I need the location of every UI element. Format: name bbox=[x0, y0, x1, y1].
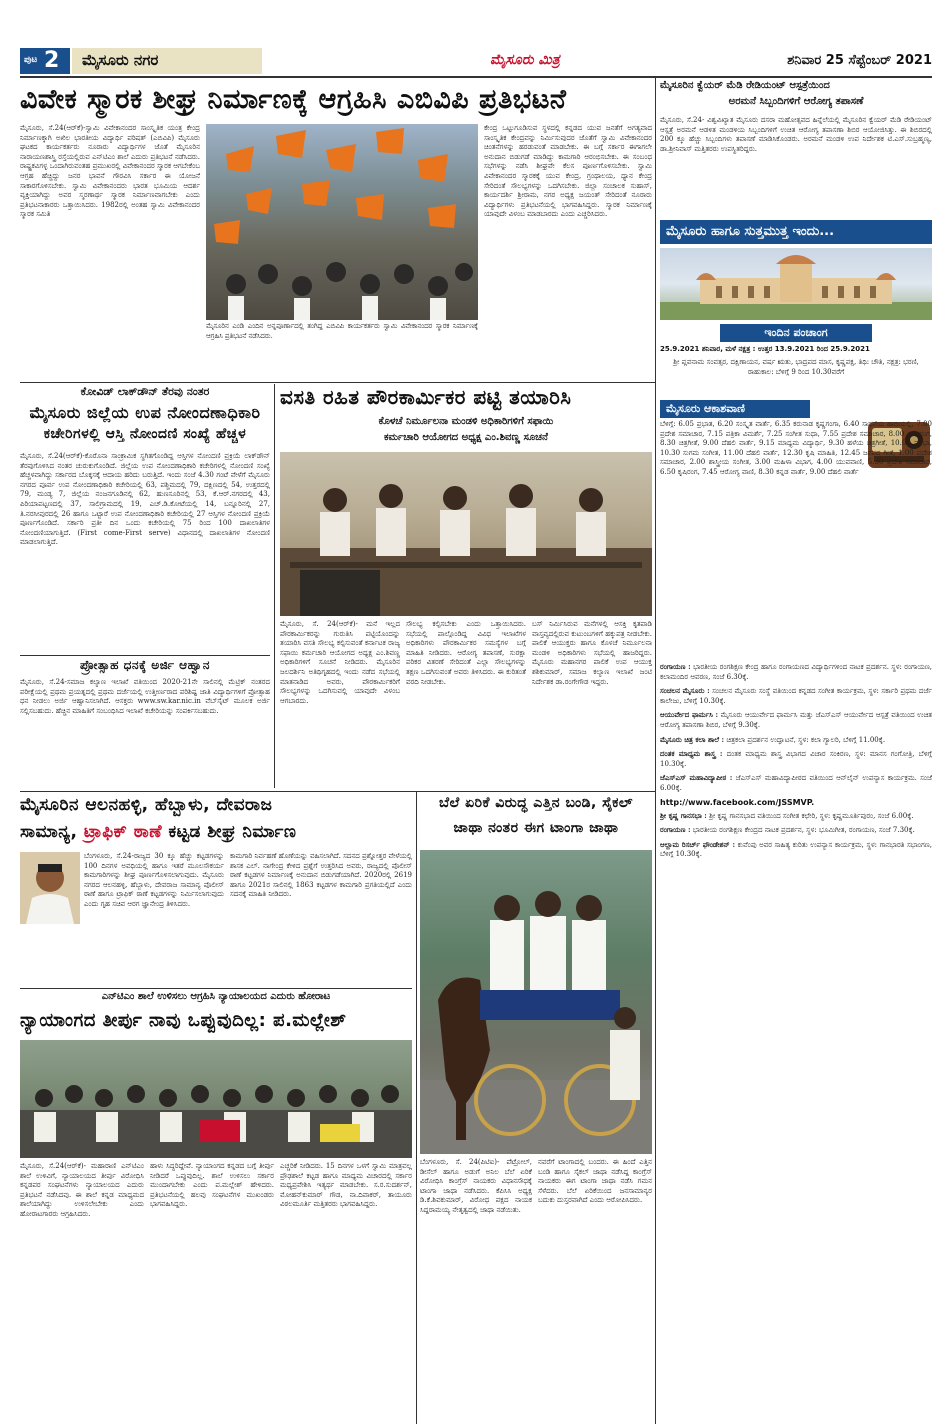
event-title-line1: ಮೈಸೂರಿನ ಕ್ವೆಯರ್ ಮೆಡಿ ರೇಡಿಯಂಟ್ ಆಸ್ಪತ್ರೆಯಿಂದ bbox=[660, 80, 830, 91]
article4-col2: ಸೌಲಭ್ಯ ಕಲ್ಪಿಸಬೇಕು ಎಂದು ಒತ್ತಾಯಿಸಿದರು. ಸಭೆಯಲ್ಲಿ ಪಾಲ್ಗೊಂಡಿದ್ದ ವಿವಿಧ ಇಲಾಖೆಗಳ ಅಧಿಕಾರಿಗಳು ಪೌರಕಾರ್ಮಿಕರ ಸಮಸ್ಯೆಗಳ ಬಗ್ಗೆ ಮಾಹಿತಿ ನೀಡಿದರು. ಆರೋಗ್ಯ ತಪಾಸಣೆ, ಸುರಕ್ಷಾ ಪರಿಕರ ವಿತರಣೆ ಸೇರಿದಂತೆ ಎಲ್ಲಾ ಸೌಲಭ್ಯಗಳನ್ನು ತಕ್ಷಣ ಒದಗಿಸುವಂತೆ ಅವರು ತಿಳಿಸಿದರು. ಈ ಕುರಿತಂತೆ ವರದಿ ನೀಡಬೇಕು. bbox=[406, 620, 526, 686]
listing-tag: ಶ್ರೀ ಕೃಷ್ಣ ಗಾನಸಭಾ : bbox=[660, 810, 707, 820]
column-rule bbox=[655, 78, 656, 1424]
listing-tag: ಆಲ್ಲಾಮ ರಿಸರ್ಚ್ ಫೌಂಡೇಶನ್ : bbox=[660, 839, 736, 849]
listing-tag: ಸಂಚಲನ ಮೈಸೂರು : bbox=[660, 686, 710, 696]
listing-item bbox=[660, 825, 932, 836]
listing-tag: ರಂಗಾಯಣ : bbox=[660, 825, 691, 835]
listing-tag: ಜೆಎಸ್‌ಎಸ್ ಮಹಾವಿದ್ಯಾಪೀಠ : bbox=[660, 773, 733, 783]
panchanga-title: ಇಂದಿನ ಪಂಚಾಂಗ bbox=[720, 324, 872, 342]
article6-col2: ಹಾಳು ಸಿದ್ಧರಿದ್ದೇವೆ. ನ್ಯಾಯಾಂಗದ ಕನ್ನಡದ ಬಗ್ಗೆ ತೀರ್ಪು ನೀಡಿದರೆ ಒಪ್ಪುವುದಿಲ್ಲ. ಶಾಲೆ ಉಳಿಸಲು ಸರ್ಕಾರ ಮುಂದಾಗಬೇಕು ಎಂದು ಪ.ಮಲ್ಲೇಶ್ ಹೇಳಿದರು. ಪ್ರತಿಭಟನೆಯಲ್ಲಿ ಹಲವು ಸಂಘಟನೆಗಳ ಮುಖಂಡರು ಭಾಗವಹಿಸಿದ್ದರು. bbox=[150, 1162, 274, 1209]
tonga-rally-illustration bbox=[420, 850, 652, 1154]
listing-tag: ಮೈಸೂರು ಚಿತ್ರ ಕಲಾ ಶಾಲೆ : bbox=[660, 734, 725, 744]
article-divider bbox=[274, 384, 275, 788]
today-banner: ಮೈಸೂರು ಹಾಗೂ ಸುತ್ತಮುತ್ತ ಇಂದು... bbox=[660, 220, 932, 244]
listing-item bbox=[660, 735, 932, 746]
article2-headline-line2: ಕಚೇರಿಗಳಲ್ಲಿ ಆಸ್ತಿ ನೋಂದಣಿ ಸಂಖ್ಯೆ ಹೆಚ್ಚಳ bbox=[43, 426, 247, 442]
article2-body: ಮೈಸೂರು, ಸೆ.24(ಆರ್‌ಕೆ)-ಕೊರೊನಾ ಸಾಂಕ್ರಾಮಿಕ ಸ್ಥಗಿತಗೊಂಡಿದ್ದ ಆಸ್ತಿಗಳ ನೋಂದಣಿ ಪ್ರಕ್ರಿಯೆ ಲಾಕ್‌ಡೌನ್ ತೆರವುಗೊಳಿಸಿದ ನಂತರ ಚುರುಕುಗೊಂಡಿದೆ. ಜಿಲ್ಲೆಯ ಉಪ ನೋಂದಣಾಧಿಕಾರಿ ಕಚೇರಿಗಳಲ್ಲಿ ನೋಂದಣಿ ಸಂಖ್ಯೆ ಹೆಚ್ಚಳವಾಗಿದ್ದು ಸರ್ಕಾರದ ಬೊಕ್ಕಸಕ್ಕೆ ಆದಾಯ ಹರಿದು ಬರುತ್ತಿದೆ. ಇಂದು ಸಂಜೆ 4.30 ಗಂಟೆ ವೇಳೆಗೆ ಮೈಸೂರು ನಗರದ ಪೂರ್ವ ಉಪ ನೋಂದಣಾಧಿಕಾರಿ ಕಚೇರಿಯಲ್ಲಿ 63, ಪಶ್ಚಿಮದಲ್ಲಿ 79, ದಕ್ಷಿಣದಲ್ಲಿ 54, ಉತ್ತರದಲ್ಲಿ 79, ಮಂಡ್ಯ 7, ಜಿಲ್ಲೆಯ ನಂಜನಗೂಡಿನಲ್ಲಿ 62, ಹುಣಸೂರಿನಲ್ಲಿ 53, ಕೆ.ಆರ್.ನಗರದಲ್ಲಿ 43, ಪಿರಿಯಾಪಟ್ಟಣದಲ್ಲಿ 37, ಸಾಲಿಗ್ರಾಮದಲ್ಲಿ 19, ಎಚ್.ಡಿ.ಕೋಟೆಯಲ್ಲಿ 14, ಬನ್ನೂರಿನಲ್ಲಿ 27, ತಿ.ನರಸೀಪುರದಲ್ಲಿ 26 ಹಾಗೂ ಒಟ್ಟಾರೆ ಉಪ ನೋಂದಣಾಧಿಕಾರಿ ಕಚೇರಿಯಲ್ಲಿ 27 ಆಸ್ತಿಗಳ ನೋಂದಣಿ ಪ್ರಕ್ರಿಯೆ ಪೂರ್ಣಗೊಂಡಿದೆ. ಸರ್ಕಾರಿ ಪ್ರತೀ ದಿನ ಒಂದು ಕಚೇರಿಯಲ್ಲಿ 75 ರಿಂದ 100 ದಾಖಲಾತಿಗಳ ನೋಂದಣಿಯಾಗುತ್ತಿದೆ. (First come-First serve) ವಿಧಾನದಲ್ಲಿ ದಾಖಲಾತಿಗಳ ನೋಂದಣಿ ಮಾಡಲಾಗುತ್ತಿದೆ. bbox=[20, 452, 270, 547]
article5-portrait bbox=[20, 852, 80, 924]
panchanga-line: 25.9.2021 ಶನಿವಾರ, ಮಳೆ ನಕ್ಷತ್ರ : ಉತ್ತರ 13.9.2021 ರಿಂದ 25.9.2021 bbox=[660, 345, 870, 353]
article7-photo bbox=[420, 850, 652, 1154]
page-number: 2 bbox=[44, 48, 60, 73]
article6-rule bbox=[20, 988, 412, 989]
paper-logo: ಮೈಸೂರು ಮಿತ್ರ bbox=[490, 52, 560, 68]
lower-section-rule bbox=[20, 791, 655, 792]
listing-text: ಚಿತ್ರಕಲಾ ಪ್ರದರ್ಶನ ಉದ್ಘಾಟನೆ, ಸ್ಥಳ: ಕಲಾ ಗ್ಯಾಲರಿ, ಬೆಳಿಗ್ಗೆ 11.00ಕ್ಕೆ. bbox=[726, 735, 886, 744]
article5-col1: ಬೆಂಗಳೂರು, ಸೆ.24-ರಾಜ್ಯದ 30 ಕ್ಕೂ ಹೆಚ್ಚು ಕಟ್ಟಡಗಳನ್ನು 100 ದಿನಗಳ ಅವಧಿಯಲ್ಲಿ ಹಾಗೂ ಇತರೆ ಮೂಲಸೌಕರ್ಯ ಕಾಮಗಾರಿಗಳನ್ನು ಶೀಘ್ರ ಪೂರ್ಣಗೊಳಿಸಲಾಗುವುದು. ಮೈಸೂರು ನಗರದ ಆಲನಹಳ್ಳಿ, ಹೆಬ್ಬಾಳು, ದೇವರಾಜ ಸಾಮಾನ್ಯ ಪೊಲೀಸ್ ಠಾಣೆ ಹಾಗೂ ಟ್ರಾಫಿಕ್ ಠಾಣೆ ಕಟ್ಟಡಗಳನ್ನು ನಿರ್ಮಿಸಲಾಗುವುದು ಎಂದು ಗೃಹ ಸಚಿವ ಆರಗ ಜ್ಞಾನೇಂದ್ರ ತಿಳಿಸಿದರು. bbox=[84, 852, 224, 908]
article5-headline-part3: ಕಟ್ಟಡ ಶೀಘ್ರ ನಿರ್ಮಾಣ bbox=[168, 822, 297, 842]
minister-portrait-illustration bbox=[20, 852, 80, 924]
listing-text: ಭಾರತೀಯ ರಂಗಶಿಕ್ಷಣ ಕೇಂದ್ರದ ನಾಟಕ ಪ್ರದರ್ಶನ, ಸ್ಥಳ: ಭೂಮಿಗೀತ, ರಂಗಾಯಣ, ಸಂಜೆ 7.30ಕ್ಕೆ. bbox=[692, 826, 915, 835]
listing-tag: ರಂಗಾಯಣ : bbox=[660, 662, 691, 671]
radio-body: ಬೆಳಿಗ್ಗೆ: 6.05 ಪ್ರಭಾತ, 6.20 ಸಂಸ್ಕೃತ ವಾರ್ತೆ, 6.35 ಕರುನಾಡ ಕೃಷ್ಣಗಂಗಾ, 6.40 ಸಾಧನೆಯ ಹಾದಿಯಲ್ಲಿ, 7.00 ಪ್ರದೇಶ ಸಮಾಚಾರ, 7.15 ಪತ್ರಿಕಾ ವಿಮರ್ಶೆ, 7.25 ಸಂಗೀತ ಸುಧಾ, 7.55 ಪ್ರದೇಶ ಸಮಾಚಾರ, 8.00 ಕೃಷಿ ರಂಗ, 8.30 ಚಿತ್ರಗೀತೆ, 9.00 ದೆಹಲಿ ವಾರ್ತೆ, 9.15 ಮಾಧ್ಯಮ ವಿದ್ಯಾರ್ಥಿ, 9.30 ಹಳೆಯ ಚಿತ್ರಗೀತೆ, 10.00 ಪ್ರತಿಭಾ, 10.30 ಸುಗಮ ಸಂಗೀತ, 11.00 ದೆಹಲಿ ವಾರ್ತೆ, 12.30 ಕೃಷಿ ಮಾಹಿತಿ, 12.45 ಜನಪದ ಗೀತೆ, 1.00 ಪ್ರದೇಶ ಸಮಾಚಾರ, 2.00 ಶಾಸ್ತ್ರೀಯ ಸಂಗೀತ, 3.00 ಮಹಿಳಾ ವಿಭಾಗ, 4.00 ಯುವವಾಣಿ, 5.30 ಪ್ರದೇಶ ಸಮಾಚಾರ, 6.50 ಕೃಷಿರಂಗ, 7.45 ಆರೋಗ್ಯ ವಾಣಿ, 8.30 ಕನ್ನಡ ವಾರ್ತೆ, 9.00 ದೆಹಲಿ ವಾರ್ತೆ bbox=[660, 420, 932, 476]
radio-title: ಮೈಸೂರು ಆಕಾಶವಾಣಿ bbox=[660, 400, 810, 418]
listing-text: ಜೆಎಸ್‌ಎಸ್ ಮಹಾವಿದ್ಯಾಪೀಠದ ವತಿಯಿಂದ ಆನ್‌ಲೈನ್ ಉಪನ್ಯಾಸ ಕಾರ್ಯಕ್ರಮ. ಸಂಜೆ 6.00ಕ್ಕೆ. bbox=[660, 774, 932, 792]
listing-text: ಶ್ರೀ ಕೃಷ್ಣ ಗಾನಸಭಾದ ವತಿಯಿಂದ ಸಂಗೀತ ಕಛೇರಿ, ಸ್ಥಳ: ಕೃಷ್ಣಮೂರ್ತಿಪುರಂ, ಸಂಜೆ 6.00ಕ್ಕೆ. bbox=[709, 811, 914, 820]
article4-subhead bbox=[280, 416, 652, 450]
panchanga-body: ಶ್ರೀ ಪ್ಲವನಾಮ ಸಂವತ್ಸರ, ದಕ್ಷಿಣಾಯನ, ವರ್ಷ ಋತು, ಭಾದ್ರಪದ ಮಾಸ, ಕೃಷ್ಣಪಕ್ಷ, ತಿಥಿ: ಚೌತಿ, ನಕ್ಷತ್ರ: ಭರಣಿ, ರಾಹುಕಾಲ: ಬೆಳಿಗ್ಗೆ 9 ರಿಂದ 10.30ವರೆಗೆ bbox=[673, 358, 919, 376]
section-title: ಮೈಸೂರು ನಗರ bbox=[82, 51, 159, 69]
article4-headline: ವಸತಿ ರಹಿತ ಪೌರಕಾರ್ಮಿಕರ ಪಟ್ಟಿ ತಯಾರಿಸಿ bbox=[280, 385, 572, 409]
article4-col1: ಮೈಸೂರು, ಸೆ. 24(ಆರ್‌ಕೆ)- ಮನೆ ಇಲ್ಲದ ಪೌರಕಾರ್ಮಿಕರನ್ನು ಗುರುತಿಸಿ ಪಟ್ಟಿಯೊಂದನ್ನು ತಯಾರಿಸಿ ವಸತಿ ಸೌಲಭ್ಯ ಕಲ್ಪಿಸುವಂತೆ ಕರ್ನಾಟಕ ರಾಜ್ಯ ಸಫಾಯಿ ಕರ್ಮಚಾರಿ ಆಯೋಗದ ಅಧ್ಯಕ್ಷ ಎಂ.ಶಿವಣ್ಣ ಅಧಿಕಾರಿಗಳಿಗೆ ಸೂಚನೆ ನೀಡಿದರು. ಮೈಸೂರಿನ ಜಲದರ್ಶಿನಿ ಅತಿಥಿಗೃಹದಲ್ಲಿ ಇಂದು ನಡೆದ ಸಭೆಯಲ್ಲಿ ಮಾತನಾಡಿದ ಅವರು, ಪೌರಕಾರ್ಮಿಕರಿಗೆ ಸೌಲಭ್ಯಗಳನ್ನು ಒದಗಿಸುವಲ್ಲಿ ಯಾವುದೇ ವಿಳಂಬ ಆಗಬಾರದು. bbox=[280, 620, 400, 705]
article1-photo bbox=[206, 124, 478, 320]
article4-subhead-line1: ಕೊಳಚೆ ನಿರ್ಮೂಲನಾ ಮಂಡಳಿ ಅಧಿಕಾರಿಗಳಿಗೆ ಸಫಾಯಿ bbox=[378, 416, 554, 427]
listing-item bbox=[660, 662, 932, 682]
listing-item bbox=[660, 773, 932, 793]
listing-text: ದಂತಕ ಮಾಧ್ಯಮ ಶಾಸ್ತ್ರ ವಿಭಾಗದ ವಿಚಾರ ಸಂಕಿರಣ, ಸ್ಥಳ: ಮಾನಸ ಗಂಗೋತ್ರಿ, ಬೆಳಿಗ್ಗೆ 10.30ಕ್ಕೆ. bbox=[660, 750, 932, 768]
meeting-illustration bbox=[280, 452, 652, 616]
article4-photo bbox=[280, 452, 652, 616]
article6-col1: ಮೈಸೂರು, ಸೆ.24(ಆರ್‌ಕೆ)- ಮಹಾರಾಣಿ ಎನ್‌ಟಿಎಂ ಶಾಲೆ ಉಳಿವಿಗೆ, ನ್ಯಾಯಾಲಯದ ತೀರ್ಪು ವಿರೋಧಿಸಿ ಕನ್ನಡಪರ ಸಂಘಟನೆಗಳು ನ್ಯಾಯಾಲಯದ ಎದುರು ಪ್ರತಿಭಟನೆ ನಡೆಸಿದವು. ಈ ಶಾಲೆ ಕನ್ನಡ ಮಾಧ್ಯಮದ ಶಾಲೆಯಾಗಿದ್ದು ಉಳಿಸಲೇಬೇಕು ಎಂದು ಹೋರಾಟಗಾರರು ಆಗ್ರಹಿಸಿದರು. bbox=[20, 1162, 144, 1218]
listing-text: ಭಾರತೀಯ ರಂಗಶಿಕ್ಷಣ ಕೇಂದ್ರ ಹಾಗೂ ರಂಗಾಯಣದ ವಿದ್ಯಾರ್ಥಿಗಳಿಂದ ನಾಟಕ ಪ್ರದರ್ಶನ. ಸ್ಥಳ: ರಂಗಾಯಣ, ಕಲಾಮಂದಿರ ಆವರಣ, ಸಂಜೆ 6.30ಕ್ಕೆ. bbox=[660, 663, 932, 681]
masthead-rule bbox=[20, 76, 932, 78]
article5-headline-line2 bbox=[20, 822, 412, 848]
event-title bbox=[660, 80, 932, 114]
article-divider-lower bbox=[416, 792, 417, 1424]
palace-photo bbox=[660, 248, 932, 320]
article5-col2: ಕಾಮಗಾರಿ ನಿರ್ವಹಣೆ ಹೊಣೆಯನ್ನು ವಹಿಸಲಾಗಿದೆ. ಸದನದ ಪ್ರಶ್ನೋತ್ತರ ವೇಳೆಯಲ್ಲಿ ಶಾಸಕ ಎಲ್. ನಾಗೇಂದ್ರ ಕೇಳಿದ ಪ್ರಶ್ನೆಗೆ ಉತ್ತರಿಸಿದ ಅವರು, ರಾಜ್ಯದಲ್ಲಿ ಪೊಲೀಸ್ ಠಾಣೆ ಕಟ್ಟಡಗಳ ನಿರ್ಮಾಣಕ್ಕೆ ಅನುದಾನ ಬಿಡುಗಡೆಯಾಗಿದೆ. 2020ರಲ್ಲಿ 2619 ಹಾಗೂ 2021ರ ಸಾಲಿನಲ್ಲಿ 1863 ಕಟ್ಟಡಗಳ ಕಾಮಗಾರಿ ಪ್ರಗತಿಯಲ್ಲಿದೆ ಎಂದು ಸದನಕ್ಕೆ ಮಾಹಿತಿ ನೀಡಿದರು. bbox=[230, 852, 412, 899]
article3-body: ಮೈಸೂರು, ಸೆ.24-ಸಮಾಜ ಕಲ್ಯಾಣ ಇಲಾಖೆ ವತಿಯಿಂದ 2020-21ನೇ ಸಾಲಿನಲ್ಲಿ ಮೆಟ್ರಿಕ್ ನಂತರದ ಪರೀಕ್ಷೆಯಲ್ಲಿ ಪ್ರಥಮ ಪ್ರಯತ್ನದಲ್ಲಿ ಪ್ರಥಮ ದರ್ಜೆಯಲ್ಲಿ ಉತ್ತೀರ್ಣರಾದ ಪರಿಶಿಷ್ಟ ಜಾತಿ ವಿದ್ಯಾರ್ಥಿಗಳಿಗೆ ಪ್ರೋತ್ಸಾಹ ಧನ ನೀಡಲು ಅರ್ಜಿ ಆಹ್ವಾನಿಸಲಾಗಿದೆ. ಆಸಕ್ತರು www.sw.kar.nic.in ವೆಬ್‌ಸೈಟ್ ಮೂಲಕ ಅರ್ಜಿ ಸಲ್ಲಿಸಬಹುದು. ಹೆಚ್ಚಿನ ಮಾಹಿತಿಗೆ ಸಂಬಂಧಿಸಿದ ಇಲಾಖೆ ಕಚೇರಿಯನ್ನು ಸಂಪರ್ಕಿಸಬಹುದು. bbox=[20, 678, 270, 715]
section-rule bbox=[20, 382, 655, 383]
article4-col3: ಬಸ್ ನಿರ್ಮಿಸಿರುವ ಮನೆಗಳಲ್ಲಿ ಆಸಕ್ತಿ ಕೃತಪಾಡಿ ವಾಸ್ತವ್ಯದಲ್ಲಿರುವ ಕುಟುಂಬಗಳಿಗೆ ಹಕ್ಕುಪತ್ರ ನೀಡಬೇಕು. ಪಾಲಿಕೆ ಆಯುಕ್ತರು ಹಾಗೂ ಕೊಳಚೆ ನಿರ್ಮೂಲನಾ ಮಂಡಳಿ ಅಧಿಕಾರಿಗಳು ಸಭೆಯಲ್ಲಿ ಹಾಜರಿದ್ದರು. ಮೈಸೂರು ಮಹಾನಗರ ಪಾಲಿಕೆ ಉಪ ಆಯುಕ್ತ ಶಶಿಕುಮಾರ್, ಸಮಾಜ ಕಲ್ಯಾಣ ಇಲಾಖೆ ಜಂಟಿ ನಿರ್ದೇಶಕ ಡಾ.ರಂಗೇಗೌಡ ಇದ್ದರು. bbox=[532, 620, 652, 686]
article1-col1: ಮೈಸೂರು, ಸೆ.24(ಆರ್‌ಕೆ)-ಸ್ವಾಮಿ ವಿವೇಕಾನಂದರ ಸಾಂಸ್ಕೃತಿಕ ಯಂತ್ರ ಕೇಂದ್ರ ನಿರ್ಮಾಣಕ್ಕಾಗಿ ಅಖಿಲ ಭಾರತೀಯ ವಿದ್ಯಾರ್ಥಿ ಪರಿಷತ್ (ಎಬಿವಿಪಿ) ಮೈಸೂರು ಘಟಕದ ಕಾರ್ಯಕರ್ತರು ನೂರಾರು ವಿದ್ಯಾರ್ಥಿಗಳ ಜೊತೆ ಮೈಸೂರಿನ ನಾರಾಯಣಶಾಸ್ತ್ರಿ ರಸ್ತೆಯಲ್ಲಿರುವ ಎನ್‌ಟಿಎಂ ಶಾಲೆ ಎದುರು ಪ್ರತಿಭಟನೆ ನಡೆಸಿದರು. ರಾಷ್ಟ್ರಕವಿಗಳ್ಳ ಒಂದಾಗಿರುವಂತಹ ಪ್ರಮುಖರಲ್ಲಿ ವಿವೇಕಾನಂದರ ಸ್ಮಾರಕ ಆಗಬೇಕೆಂಬ ಆಗ್ರಹ ಹೆಚ್ಚಿದ್ದು ಜನರ ಭಾವನೆ ಗೌರವಿಸಿ ಸರ್ಕಾರ ಈ ಯೋಜನೆ ಸಾಕಾರಗೊಳಿಸಬೇಕು. ಸ್ವಾಮಿ ವಿವೇಕಾನಂದರು ಭಾರತ ಭೂಮಿಯ ಆದರ್ಶ ವ್ಯಕ್ತಿಯಾಗಿದ್ದು ಅವರ ಸ್ಮರಣಾರ್ಥ ಸ್ಮಾರಕ ನಿರ್ಮಾಣವಾಗಬೇಕು ಎಂದು ಪ್ರತಿಭಟನಾಕಾರರು ಒತ್ತಾಯಿಸಿದರು. 1982ರಲ್ಲಿ ಅಂತಹ ಸ್ವಾಮಿ ವಿವೇಕಾನಂದರ ಸ್ಮಾರಕ ಸಮಿತಿ bbox=[20, 124, 200, 219]
listing-text: ಸಂಚಲನ ಮೈಸೂರು ಸಂಸ್ಥೆ ವತಿಯಿಂದ ಕನ್ನಡದ ಸಂಗೀತ ಕಾರ್ಯಕ್ರಮ, ಸ್ಥಳ: ಸರ್ಕಾರಿ ಪ್ರಥಮ ದರ್ಜೆ ಕಾಲೇಜು, ಬೆಳಿಗ್ಗೆ 10.30ಕ್ಕೆ. bbox=[660, 687, 932, 705]
mysore-palace-illustration bbox=[660, 248, 932, 320]
section-bar bbox=[72, 48, 262, 74]
article2-kicker: ಕೋವಿಡ್ ಲಾಕ್‌ಡೌನ್ ತೆರವು ನಂತರ bbox=[80, 385, 210, 398]
article7-col1: ಬೆಂಗಳೂರು, ಸೆ. 24(ಪಿಟಿಐ)- ಪೆಟ್ರೋಲ್, ಡೀಸೆಲ್ ಹಾಗೂ ಅಡುಗೆ ಅನಿಲ ಬೆಲೆ ಏರಿಕೆ ವಿರೋಧಿಸಿ ಕಾಂಗ್ರೆಸ್ ನಾಯಕರು ವಿಧಾನಸೌಧಕ್ಕೆ ಟಾಂಗಾ ಜಾಥಾ ನಡೆಸಿದರು. ಕೆಪಿಸಿಸಿ ಅಧ್ಯಕ್ಷ ಡಿ.ಕೆ.ಶಿವಕುಮಾರ್, ವಿರೋಧ ಪಕ್ಷದ ನಾಯಕ ಸಿದ್ದರಾಮಯ್ಯ ನೇತೃತ್ವದಲ್ಲಿ ಜಾಥಾ ನಡೆಯಿತು. bbox=[420, 1158, 532, 1214]
listing-text: ಮೈಸೂರು ಆಯುರ್ವೇದ ಫಾರ್ಮಸಿ ಮತ್ತು ಜೆಎಸ್‌ಎಸ್ ಆಯುರ್ವೇದ ಆಸ್ಪತ್ರೆ ವತಿಯಿಂದ ಉಚಿತ ಆರೋಗ್ಯ ತಪಾಸಣಾ ಶಿಬಿರ, ಬೆಳಿಗ್ಗೆ 9.30ಕ್ಕೆ. bbox=[660, 711, 932, 729]
article6-headline: ನ್ಯಾಯಾಂಗದ ತೀರ್ಪು ನಾವು ಒಪ್ಪುವುದಿಲ್ಲ: ಪ.ಮಲ್ಲೇಶ್ bbox=[20, 1010, 347, 1031]
article3-headline: ಪ್ರೋತ್ಸಾಹ ಧನಕ್ಕೆ ಅರ್ಜಿ ಆಹ್ವಾನ bbox=[80, 658, 210, 672]
listings bbox=[660, 662, 932, 1418]
listing-item bbox=[660, 840, 932, 860]
article1-col3: ಕೇಂದ್ರ ಒಟ್ಟುಗೂಡಿಸುವ ಸ್ಥಳದಲ್ಲಿ ಕನ್ನಡದ ಯುವ ಜನತೆಗೆ ಅಗತ್ಯವಾದ ಸಾಂಸ್ಕೃತಿಕ ಕೇಂದ್ರವನ್ನು ನಿರ್ಮಿಸುವುದರ ಜೊತೆಗೆ ಸ್ವಾಮಿ ವಿವೇಕಾನಂದರ ಚಿಂತನೆಗಳನ್ನು ಹರಡುವಂತೆ ಮಾಡಬೇಕು. ಈ ಬಗ್ಗೆ ಸರ್ಕಾರ ಈಗಾಗಲೇ ಅನುದಾನ ಬಿಡುಗಡೆ ಮಾಡಿದ್ದು ಕಾಮಗಾರಿ ಆರಂಭಿಸಬೇಕು. ಈ ಸಂಬಂಧ ಸಭೆಗಳನ್ನು ನಡೆಸಿ ಶೀಘ್ರವೇ ಕೆಲಸ ಪೂರ್ಣಗೊಳಿಸಬೇಕು. ಸ್ವಾಮಿ ವಿವೇಕಾನಂದರ ಸ್ಮಾರಕಕ್ಕೆ ಯುವ ಕೇಂದ್ರ, ಗ್ರಂಥಾಲಯ, ಧ್ಯಾನ ಕೇಂದ್ರ ಸೇರಿದಂತೆ ಸೌಲಭ್ಯಗಳನ್ನು ಒದಗಿಸಬೇಕು. ಜಿಲ್ಲಾ ಸಂಚಾಲಕ ಸುಹಾಸ್, ಕಾರ್ಯದರ್ಶಿ ಶ್ರೀರಾಮ, ನಗರ ಅಧ್ಯಕ್ಷ ಜಯಂತ್ ಸೇರಿದಂತೆ ನೂರಾರು ವಿದ್ಯಾರ್ಥಿಗಳು ಪ್ರತಿಭಟನೆಯಲ್ಲಿ ಭಾಗವಹಿಸಿದ್ದರು. ಸ್ಮಾರಕ ನಿರ್ಮಾಣಕ್ಕೆ ಯಾವುದೇ ವಿಳಂಬ ಮಾಡಬಾರದು ಎಂದು ಎಚ್ಚರಿಸಿದರು. bbox=[484, 124, 652, 219]
article1-caption: ಮೈಸೂರಿನ ಎಂಡಿ ಎಂದಿನ ಅನ್ನಪೂರ್ಣಾದಲ್ಲಿ ತಂಗಿದ್ದ ಎಬಿವಿಪಿ ಕಾರ್ಯಕರ್ತರು ಸ್ವಾಮಿ ವಿವೇಕಾನಂದರ ಸ್ಮಾರಕ ನಿರ್ಮಾಣಕ್ಕೆ ಆಗ್ರಹಿಸಿ ಪ್ರತಿಭಟನೆ ನಡೆಸಿದರು. bbox=[206, 322, 478, 340]
event-body: ಮೈಸೂರು, ಸೆ.24- ವಿಶ್ವವಿಖ್ಯಾತ ಮೈಸೂರು ದಸರಾ ಮಹೋತ್ಸವದ ಹಿನ್ನೆಲೆಯಲ್ಲಿ ಮೈಸೂರಿನ ಕ್ವೆಯರ್ ಮೆಡಿ ರೇಡಿಯಂಟ್ ಆಸ್ಪತ್ರೆ ಅರಮನೆ ಆಡಳಿತ ಮಂಡಳಿಯ ಸಿಬ್ಬಂದಿಗಳಿಗೆ ಉಚಿತ ಆರೋಗ್ಯ ತಪಾಸಣಾ ಶಿಬಿರ ಆಯೋಜಿಸಿತ್ತು. ಈ ಶಿಬಿರದಲ್ಲಿ 200 ಕ್ಕೂ ಹೆಚ್ಚು ಸಿಬ್ಬಂದಿಗಳು ತಪಾಸಣೆ ಮಾಡಿಸಿಕೊಂಡರು. ಅರಮನೆ ಮಂಡಳಿ ಉಪ ನಿರ್ದೇಶಕ ಟಿ.ಎಸ್.ಸುಬ್ರಹ್ಮಣ್ಯ, ಡಾ.ಶ್ರೀನಿವಾಸ್ ಮತ್ತಿತರರು ಉಪಸ್ಥಿತರಿದ್ದರು. bbox=[660, 116, 932, 153]
listing-text: ಕುವೆಂಪು ಅವರ ಸಾಹಿತ್ಯ ಕುರಿತು ಉಪನ್ಯಾಸ ಕಾರ್ಯಕ್ರಮ, ಸ್ಥಳ: ಗಾನಭಾರತಿ ಸಭಾಂಗಣ, ಬೆಳಿಗ್ಗೆ 10.30ಕ್ಕೆ. bbox=[660, 840, 932, 859]
event-title-line2: ಅರಮನೆ ಸಿಬ್ಬಂದಿಗಳಿಗೆ ಆರೋಗ್ಯ ತಪಾಸಣೆ bbox=[728, 96, 864, 107]
listing-tag: ದಂತಕ ಮಾಧ್ಯಮ ಶಾಸ್ತ್ರ : bbox=[660, 749, 723, 759]
page-label-box bbox=[20, 48, 70, 74]
article1-headline: ವಿವೇಕ ಸ್ಮಾರಕ ಶೀಘ್ರ ನಿರ್ಮಾಣಕ್ಕೆ ಆಗ್ರಹಿಸಿ ಎಬಿವಿಪಿ ಪ್ರತಿಭಟನೆ bbox=[20, 84, 567, 115]
court-protest-illustration bbox=[20, 1040, 412, 1158]
article6-photo bbox=[20, 1040, 412, 1158]
article5-headline-line1: ಮೈಸೂರಿನ ಆಲನಹಳ್ಳಿ, ಹೆಬ್ಬಾಳು, ದೇವರಾಜ bbox=[20, 795, 273, 815]
article5-headline-part1: ಸಾಮಾನ್ಯ, bbox=[20, 822, 78, 842]
listing-item bbox=[660, 686, 932, 706]
article6-kicker: ಎನ್‌ಟಿಎಂ ಶಾಲೆ ಉಳಿಸಲು ಆಗ್ರಹಿಸಿ ನ್ಯಾಯಾಲಯದ ಎದುರು ಹೋರಾಟ bbox=[101, 991, 331, 1002]
listing-item bbox=[660, 749, 932, 769]
article6-col3: ಎಚ್ಚರಿಕೆ ನೀಡಿದರು. 15 ದಿನಗಳ ಒಳಗೆ ಸ್ವಾಮಿ ಮಾತ್ರವಲ್ಲ ಪ್ರೌಢಶಾಲೆ ಕಟ್ಟಡ ಹಾಗೂ ಮಾಧ್ಯಮ ವಿಚಾರದಲ್ಲಿ ಸರ್ಕಾರ ಮಧ್ಯಪ್ರವೇಶಿಸಿ ಇತ್ಯರ್ಥ ಮಾಡಬೇಕು. ಸ.ರ.ಸುದರ್ಶನ್, ಮೋಹನ್‌ಕುಮಾರ್ ಗೌಡ, ನಾ.ದಿವಾಕರ್, ತಾಯೂರು ವಿಠಲಮೂರ್ತಿ ಮತ್ತಿತರರು ಭಾಗವಹಿಸಿದ್ದರು. bbox=[280, 1162, 412, 1209]
article4-subhead-line2: ಕರ್ಮಚಾರಿ ಆಯೋಗದ ಅಧ್ಯಕ್ಷ ಎಂ.ಶಿವಣ್ಣ ಸೂಚನೆ bbox=[384, 432, 548, 443]
article7-headline-line2: ಜಾಥಾ ನಂತರ ಈಗ ಟಾಂಗಾ ಜಾಥಾ bbox=[453, 820, 619, 836]
listing-item bbox=[660, 811, 932, 822]
page-label: ಪುಟ bbox=[24, 55, 38, 65]
article7-headline-line1: ಬೆಲೆ ಏರಿಕೆ ವಿರುದ್ಧ ಎತ್ತಿನ ಬಂಡಿ, ಸೈಕಲ್ bbox=[438, 795, 634, 811]
article3-rule bbox=[20, 655, 270, 656]
protest-flags-illustration bbox=[206, 124, 478, 320]
article5-headline-part2: ಟ್ರಾಫಿಕ್ ಠಾಣೆ bbox=[83, 822, 163, 842]
issue-date: ಶನಿವಾರ 25 ಸೆಪ್ಟೆಂಬರ್ 2021 bbox=[787, 53, 932, 68]
article2-headline-line1: ಮೈಸೂರು ಜಿಲ್ಲೆಯ ಉಪ ನೋಂದಣಾಧಿಕಾರಿ bbox=[29, 403, 261, 422]
jss-facebook-link[interactable]: http://www.facebook.com/JSSMVP. bbox=[660, 797, 815, 807]
listing-item bbox=[660, 710, 932, 730]
masthead bbox=[20, 48, 932, 74]
listing-tag: ಆಯುರ್ವೇದ ಫಾರ್ಮಸಿ : bbox=[660, 710, 719, 720]
article7-col2: ನವರೆಗೆ ಟಾಂಗಾದಲ್ಲಿ ಬಂದರು. ಈ ಹಿಂದೆ ಎತ್ತಿನ ಬಂಡಿ ಹಾಗೂ ಸೈಕಲ್ ಜಾಥಾ ನಡೆಸಿದ್ದ ಕಾಂಗ್ರೆಸ್ ನಾಯಕರು ಈಗ ಟಾಂಗಾ ಜಾಥಾ ನಡೆಸಿ ಗಮನ ಸೆಳೆದರು. ಬೆಲೆ ಏರಿಕೆಯಿಂದ ಜನಸಾಮಾನ್ಯರ ಬದುಕು ದುಸ್ತರವಾಗಿದೆ ಎಂದು ಆರೋಪಿಸಿದರು. bbox=[538, 1158, 652, 1205]
